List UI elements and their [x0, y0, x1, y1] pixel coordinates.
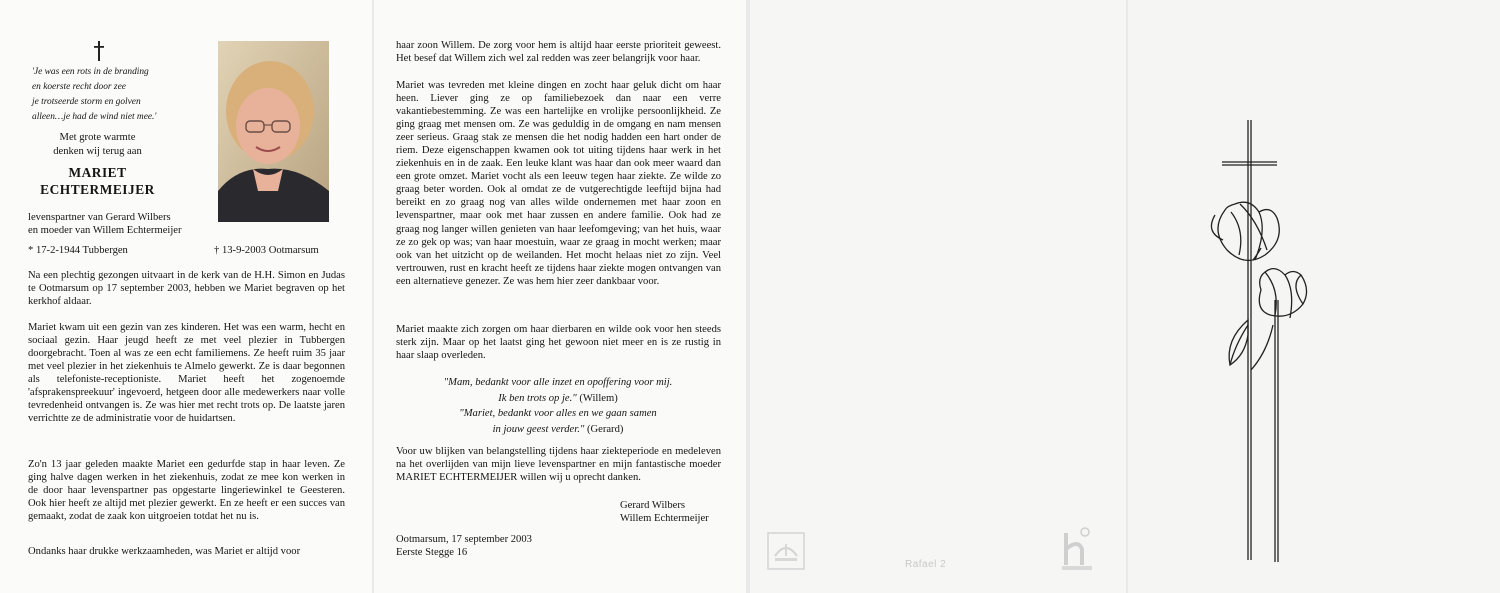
- card-panel-inside: [374, 0, 746, 593]
- paragraph: Mariet kwam uit een gezin van zes kinderen. Het was een warm, hecht en sociaal gezin. Haar jeugd heeft ze met veel plezier in Tubbergen doorgebracht. Toen al was ze een echt familiemens. Ze heeft ruim 35 jaar met veel plezier in het ziekenhuis te Almelo gewerkt. Ze is daar begonnen als telefoniste-receptioniste. Mariet heeft het zogenoemde 'afsprakenspreekuur' ingevoerd, hetgeen door alle medewerkers naar volle tevredenheid ontvangen is. Ze was hier met recht trots op. De laatste jaren verrichtte ze de administratie voor de huidartsen.: [28, 322, 345, 425]
- paragraph: Zo'n 13 jaar geleden maakte Mariet een gedurfde stap in haar leven. Ze ging halve dagen werken in het ziekenhuis, zodat ze mee kon werken in de door haar levenspartner pas opgestarte lingeriewinkel te Geesteren. Ook hier heeft ze altijd met plezier gewerkt. En ze heeft er een succes van gemaakt, zodat de zaak kon uitgroeien totdat het nu is.: [28, 459, 345, 523]
- quote-line: [398, 422, 718, 438]
- funeral-text: Na een plechtig gezongen uitvaart in de kerk van de H.H. Simon en Judas te Ootmarsum op 17 september 2003, hebben we Mariet begraven op het kerkhof aldaar.: [28, 270, 345, 308]
- card-panel-back: [750, 0, 1126, 593]
- poem: [32, 65, 204, 125]
- printer-name: Rafael 2: [905, 559, 947, 570]
- quote-text: Ik ben trots op je.": [498, 392, 577, 404]
- relations: [28, 211, 218, 237]
- quotes: [398, 375, 718, 437]
- portrait-photo: [218, 41, 329, 222]
- printer-mark-icon: [1058, 525, 1098, 573]
- relation-line: en moeder van Willem Echtermeijer: [28, 225, 182, 236]
- paragraph: Mariet maakte zich zorgen om haar dierbaren en wilde ook voor hen steeds sterk zijn. Maar op het laatst ging het gewoon niet meer en is ze rustig in haar slaap overleden.: [396, 324, 721, 362]
- card-panel-front: [0, 0, 372, 593]
- signature-gerard: Gerard Wilbers: [620, 500, 685, 511]
- last-name: ECHTERMEIJER: [40, 182, 155, 197]
- poem-line: alleen…je had de wind niet mee.': [32, 112, 157, 122]
- intro-line: denken wij terug aan: [53, 146, 142, 157]
- cross-icon: [93, 41, 105, 61]
- death-date: † 13-9-2003 Ootmarsum: [214, 245, 319, 256]
- place-date: Ootmarsum, 17 september 2003: [396, 534, 532, 545]
- birth-date: * 17-2-1944 Tubbergen: [28, 245, 128, 256]
- address: Eerste Stegge 16: [396, 547, 468, 558]
- cross-with-flowers-illustration: [1195, 120, 1325, 565]
- quote-text: "Mam, bedankt voor alle inzet en opoffering voor mij.: [443, 377, 673, 388]
- poem-line: en koerste recht door zee: [32, 82, 126, 92]
- poem-line: je trotseerde storm en golven: [32, 97, 141, 107]
- thanks-text: Voor uw blijken van belangstelling tijdens haar ziekteperiode en medeleven na het overlijden van mijn lieve levenspartner en mijn fantastische moeder MARIET ECHTERMEIJER willen wij u oprecht danken.: [396, 446, 721, 484]
- quote-text: "Mariet, bedankt voor alles en we gaan samen: [459, 408, 657, 419]
- quote-author: (Willem): [576, 392, 618, 404]
- paragraph: Ondanks haar drukke werkzaamheden, was Mariet er altijd voor: [28, 546, 301, 557]
- quote-line: [398, 391, 718, 407]
- relation-line: levenspartner van Gerard Wilbers: [28, 212, 171, 223]
- paragraph: haar zoon Willem. De zorg voor hem is altijd haar eerste prioriteit geweest. Het besef dat Willem zich wel zal redden was zeer belangrijk voor haar.: [396, 40, 721, 65]
- deceased-name: [20, 164, 175, 198]
- signature-willem: Willem Echtermeijer: [620, 513, 709, 524]
- quote-line: [398, 406, 718, 422]
- remembrance-intro: [20, 131, 175, 159]
- quote-line: [398, 375, 718, 391]
- first-name: MARIET: [68, 165, 127, 180]
- quote-text: in jouw geest verder.": [492, 423, 585, 435]
- intro-line: Met grote warmte: [59, 132, 136, 143]
- paragraph: Mariet was tevreden met kleine dingen en zocht haar geluk dicht om haar heen. Liever ging ze op familiebezoek dan naar een verre vakantiebestemming. Ze was een hartelijke en vrolijke persoonlijkheid. Ze ging graag met mensen om. Ze was geduldig in de omgang en nam mensen zeer serieus. Graag stak ze mensen die het nodig hadden een hart onder de riem. Deze eigenschappen kwamen ook tot uiting tijdens haar werk in het ziekenhuis en in de zaak. Een leuke klant was haar dan ook meer waard dan een grote omzet. Mariet vocht als een leeuw tegen haar ziekte. Ze wilde zo graag beter worden. Ook al omdat ze de vutgerechtigde leeftijd bijna had bereikt en zo graag nog van alles wilde ondernemen met haar zoon en levenspartner, maar ook met haar zussen en andere familie. Ook had ze graag nog langer willen genieten van haar leefomgeving; van het huis, waar ze zo gek op was; van haar moestuin, waar ze graag in mocht werken; maar ook van het uitzicht op de weilanden. Het mocht helaas niet zo zijn. Veel vertrouwen, rust en kracht heeft ze tijdens haar ziekte mogen ontvangen van een alternatieve genezer. Ze was hem hier zeer dankbaar voor.: [396, 80, 721, 287]
- poem-line: 'Je was een rots in de branding: [32, 67, 149, 77]
- quote-author: (Gerard): [584, 423, 624, 435]
- printer-logo-icon: [767, 532, 805, 570]
